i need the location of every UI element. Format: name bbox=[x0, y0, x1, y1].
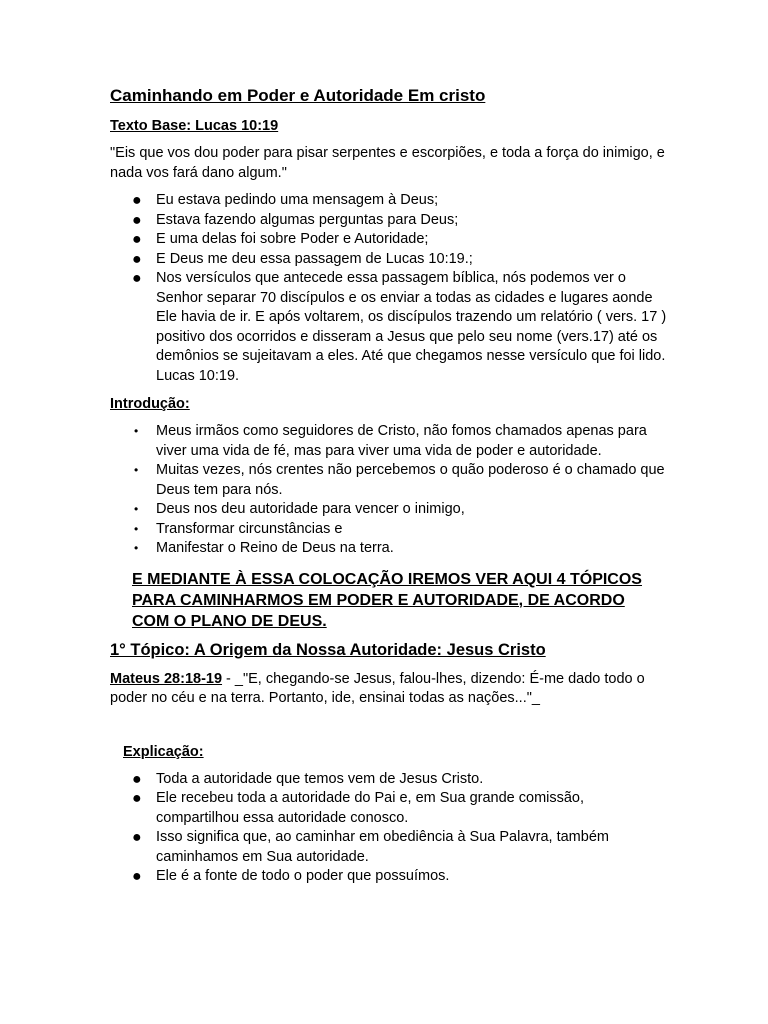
list-item: ● E Deus me deu essa passagem de Lucas 10:19.; bbox=[132, 250, 473, 268]
list-item: ● Nos versículos que antecede essa passagem bíblica, nós podemos ver o Senhor separar 70 discípulos e os enviar a todas as cidades e lugares aonde Ele havia de ir. E após voltarem, os discípulos trazendo um relatório ( vers. 17 ) positivo dos ocorridos e disseram a Jesus que pelo seu nome (vers.17) até os demônios se sujeitavam a eles. Até que chegamos nesse versículo que foi lido. Lucas 10:19. bbox=[132, 270, 667, 384]
bullet-icon: ● bbox=[132, 790, 142, 807]
topic1-reference: Mateus 28:18-19 bbox=[110, 670, 223, 687]
document-title: Caminhando em Poder e Autoridade Em cristo bbox=[110, 86, 486, 105]
bullet-icon: ● bbox=[132, 250, 142, 268]
list-item: • Muitas vezes, nós crentes não percebemos o quão poderoso é o chamado que Deus tem para nós. bbox=[134, 462, 665, 498]
topic1-quote: - _"E, chegando-se Jesus, falou-lhes, dizendo: É-me dado todo o poder no céu e na terra. Portanto, ide, ensinai todas as nações..."_ bbox=[110, 670, 645, 706]
bullet-icon: ● bbox=[132, 192, 142, 209]
bullet-icon: ● bbox=[132, 770, 142, 788]
list-item: ● Toda a autoridade que temos vem de Jesus Cristo. bbox=[132, 770, 484, 788]
bullet-icon: • bbox=[134, 424, 139, 438]
bullet-icon: ● bbox=[132, 829, 142, 846]
document-content bbox=[110, 84, 670, 887]
bullet-icon: ● bbox=[132, 211, 142, 229]
list-item: ● Estava fazendo algumas perguntas para Deus; bbox=[132, 211, 459, 229]
list-item: ● Isso significa que, ao caminhar em obediência à Sua Palavra, também caminhamos em Sua autoridade. bbox=[132, 829, 609, 865]
base-verse: "Eis que vos dou poder para pisar serpentes e escorpiões, e toda a força do inimigo, e nada vos fará dano algum." bbox=[110, 145, 665, 181]
list-item: • Transformar circunstâncias e bbox=[110, 520, 670, 540]
bullet-icon: • bbox=[134, 502, 139, 516]
caps-statement: E MEDIANTE À ESSA COLOCAÇÃO IREMOS VER AQUI 4 TÓPICOS PARA CAMINHARMOS EM PODER E AUTORIDADE, DE ACORDO COM O PLANO DE DEUS. bbox=[132, 570, 642, 630]
bullet-icon: • bbox=[134, 541, 139, 555]
bullet-icon: • bbox=[134, 521, 139, 536]
explicacao-bullet-list bbox=[110, 770, 670, 887]
list-item: • Manifestar o Reino de Deus na terra. bbox=[110, 539, 670, 559]
bullet-icon: • bbox=[134, 463, 139, 477]
base-text-label: Texto Base: Lucas 10:19 bbox=[110, 118, 279, 134]
topic1-heading: 1° Tópico: A Origem da Nossa Autoridade: Jesus Cristo bbox=[110, 640, 546, 659]
introducao-bullet-list bbox=[110, 422, 670, 559]
list-item: ● Ele recebeu toda a autoridade do Pai e, em Sua grande comissão, compartilhou essa autoridade conosco. bbox=[132, 790, 585, 826]
list-item: • Meus irmãos como seguidores de Cristo, não fomos chamados apenas para viver uma vida de fé, mas para viver uma vida de poder e autoridade. bbox=[134, 423, 647, 459]
intro-bullet-list bbox=[110, 191, 670, 386]
list-item: ● E uma delas foi sobre Poder e Autoridade; bbox=[132, 231, 429, 248]
explicacao-heading: Explicação: bbox=[123, 743, 204, 760]
list-item: • Deus nos deu autoridade para vencer o inimigo, bbox=[110, 500, 670, 520]
introducao-heading: Introdução: bbox=[110, 396, 190, 412]
list-item: ● Eu estava pedindo uma mensagem à Deus; bbox=[132, 192, 439, 209]
bullet-icon: ● bbox=[132, 270, 142, 287]
bullet-icon: ● bbox=[132, 231, 142, 248]
bullet-icon: ● bbox=[132, 868, 142, 885]
topic1-scripture bbox=[110, 670, 670, 709]
list-item: ● Ele é a fonte de todo o poder que possuímos. bbox=[132, 868, 450, 885]
